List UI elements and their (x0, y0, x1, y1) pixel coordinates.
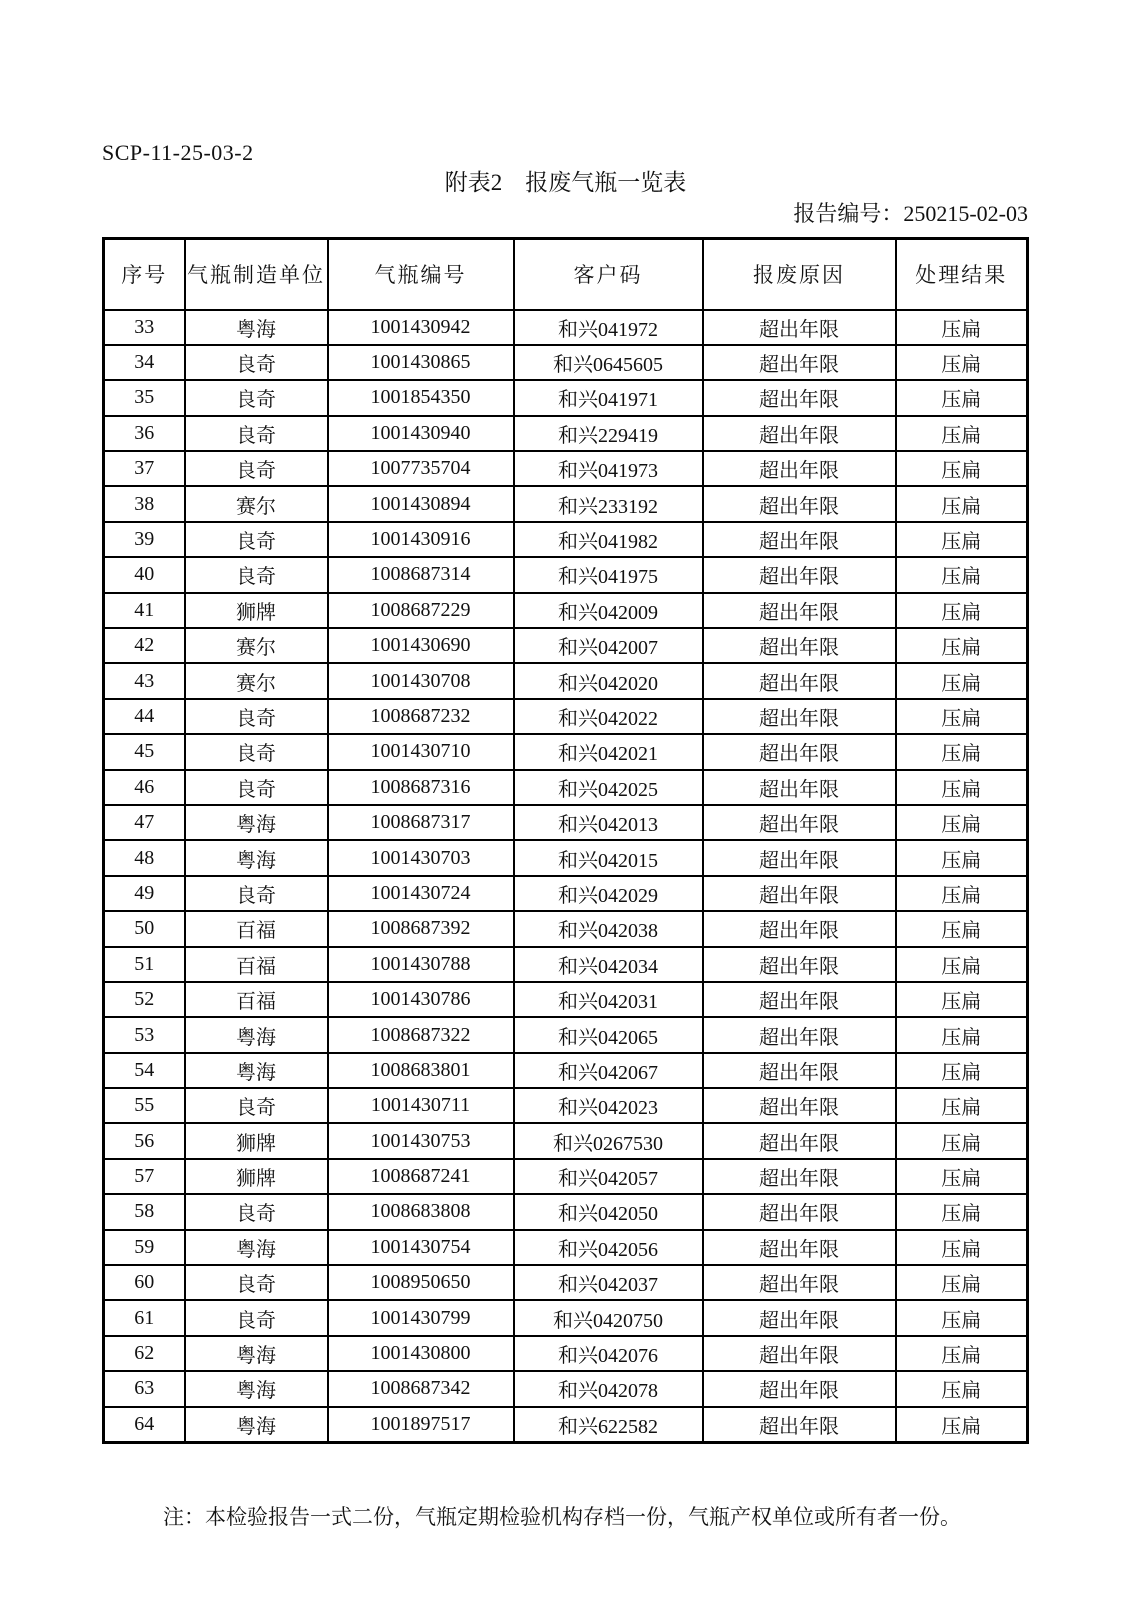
table-cell: 和兴042065 (514, 1017, 703, 1052)
table-cell: 45 (104, 734, 185, 769)
table-cell: 和兴042020 (514, 663, 703, 698)
table-cell: 59 (104, 1230, 185, 1265)
table-cell: 1001430754 (328, 1230, 514, 1265)
table-cell: 46 (104, 770, 185, 805)
table-cell: 压扁 (896, 628, 1028, 663)
table-cell: 狮牌 (185, 1159, 328, 1194)
table-cell: 超出年限 (703, 663, 896, 698)
table-cell: 压扁 (896, 1053, 1028, 1088)
table-cell: 1001430690 (328, 628, 514, 663)
table-cell: 超出年限 (703, 345, 896, 380)
table-cell: 压扁 (896, 805, 1028, 840)
table-cell: 和兴041975 (514, 557, 703, 592)
table-cell: 1001430708 (328, 663, 514, 698)
table-cell: 压扁 (896, 451, 1028, 486)
table-row (104, 451, 1028, 486)
table-row (104, 947, 1028, 982)
table-cell: 和兴042025 (514, 770, 703, 805)
table-cell: 压扁 (896, 593, 1028, 628)
table-cell: 和兴0645605 (514, 345, 703, 380)
table-cell: 超出年限 (703, 1053, 896, 1088)
table-cell: 和兴229419 (514, 416, 703, 451)
table-cell: 超出年限 (703, 1123, 896, 1158)
table-cell: 压扁 (896, 310, 1028, 345)
table-cell: 良奇 (185, 1194, 328, 1229)
table-cell: 44 (104, 699, 185, 734)
table-cell: 1007735704 (328, 451, 514, 486)
table-cell: 1001430916 (328, 522, 514, 557)
table-cell: 赛尔 (185, 486, 328, 521)
table-cell: 1008687229 (328, 593, 514, 628)
table-cell: 粤海 (185, 310, 328, 345)
table-cell: 和兴042031 (514, 982, 703, 1017)
table-cell: 和兴042038 (514, 911, 703, 946)
table-cell: 1001430724 (328, 876, 514, 911)
table-row (104, 486, 1028, 521)
table-cell: 压扁 (896, 699, 1028, 734)
table-cell: 47 (104, 805, 185, 840)
table-cell: 和兴233192 (514, 486, 703, 521)
table-cell: 1008687316 (328, 770, 514, 805)
table-row (104, 557, 1028, 592)
table-cell: 和兴042034 (514, 947, 703, 982)
table-cell: 1008683801 (328, 1053, 514, 1088)
table-cell: 63 (104, 1371, 185, 1406)
report-number-value: 250215-02-03 (903, 201, 1028, 226)
table-cell: 和兴622582 (514, 1407, 703, 1442)
table-cell: 压扁 (896, 1371, 1028, 1406)
table-cell: 和兴042022 (514, 699, 703, 734)
table-cell: 狮牌 (185, 593, 328, 628)
table-cell: 超出年限 (703, 699, 896, 734)
table-header-row (104, 239, 1028, 310)
table-cell: 超出年限 (703, 1265, 896, 1300)
table-cell: 赛尔 (185, 663, 328, 698)
table-cell: 1001854350 (328, 380, 514, 415)
table-cell: 粤海 (185, 1371, 328, 1406)
table-cell: 和兴042056 (514, 1230, 703, 1265)
table-cell: 超出年限 (703, 310, 896, 345)
table-cell: 55 (104, 1088, 185, 1123)
table-cell: 良奇 (185, 380, 328, 415)
table-row (104, 593, 1028, 628)
table-cell: 1001430800 (328, 1336, 514, 1371)
table-row (104, 734, 1028, 769)
table-cell: 粤海 (185, 840, 328, 875)
column-header: 客户码 (514, 239, 703, 310)
table-cell: 百福 (185, 982, 328, 1017)
table-cell: 和兴042023 (514, 1088, 703, 1123)
table-cell: 61 (104, 1300, 185, 1335)
table-cell: 超出年限 (703, 911, 896, 946)
table-cell: 51 (104, 947, 185, 982)
table-row (104, 1088, 1028, 1123)
table-cell: 和兴042076 (514, 1336, 703, 1371)
table-cell: 1001430799 (328, 1300, 514, 1335)
table-row (104, 663, 1028, 698)
table-cell: 和兴042013 (514, 805, 703, 840)
table-cell: 良奇 (185, 451, 328, 486)
table-cell: 41 (104, 593, 185, 628)
table-cell: 压扁 (896, 663, 1028, 698)
table-cell: 粤海 (185, 1017, 328, 1052)
table-cell: 39 (104, 522, 185, 557)
table-cell: 压扁 (896, 734, 1028, 769)
table-cell: 超出年限 (703, 486, 896, 521)
table-cell: 压扁 (896, 1336, 1028, 1371)
table-cell: 1001430894 (328, 486, 514, 521)
table-row (104, 1123, 1028, 1158)
table-cell: 超出年限 (703, 1407, 896, 1442)
table-cell: 1008687241 (328, 1159, 514, 1194)
table-cell: 超出年限 (703, 628, 896, 663)
table-cell: 49 (104, 876, 185, 911)
table-cell: 压扁 (896, 1088, 1028, 1123)
table-cell: 超出年限 (703, 805, 896, 840)
table-cell: 1008687314 (328, 557, 514, 592)
table-cell: 和兴0420750 (514, 1300, 703, 1335)
table-cell: 良奇 (185, 522, 328, 557)
table-cell: 和兴042029 (514, 876, 703, 911)
table-cell: 33 (104, 310, 185, 345)
column-header: 报废原因 (703, 239, 896, 310)
table-cell: 超出年限 (703, 876, 896, 911)
table-row (104, 380, 1028, 415)
table-cell: 压扁 (896, 982, 1028, 1017)
table-cell: 超出年限 (703, 557, 896, 592)
table-cell: 超出年限 (703, 770, 896, 805)
table-row (104, 1336, 1028, 1371)
table-cell: 1001430711 (328, 1088, 514, 1123)
table-row (104, 1371, 1028, 1406)
table-cell: 超出年限 (703, 1336, 896, 1371)
table-cell: 和兴042078 (514, 1371, 703, 1406)
table-cell: 1008687342 (328, 1371, 514, 1406)
table-cell: 压扁 (896, 380, 1028, 415)
table-row (104, 416, 1028, 451)
column-header: 处理结果 (896, 239, 1028, 310)
table-cell: 56 (104, 1123, 185, 1158)
table-cell: 压扁 (896, 345, 1028, 380)
table-cell: 超出年限 (703, 1300, 896, 1335)
table-cell: 良奇 (185, 1265, 328, 1300)
table-cell: 压扁 (896, 840, 1028, 875)
report-number-label: 报告编号： (793, 201, 904, 226)
table-cell: 和兴041971 (514, 380, 703, 415)
table-cell: 压扁 (896, 1194, 1028, 1229)
table-cell: 和兴042067 (514, 1053, 703, 1088)
table-cell: 压扁 (896, 522, 1028, 557)
table-cell: 和兴042007 (514, 628, 703, 663)
table-cell: 粤海 (185, 1336, 328, 1371)
table-cell: 压扁 (896, 947, 1028, 982)
table-cell: 良奇 (185, 557, 328, 592)
table-row (104, 345, 1028, 380)
table-row (104, 805, 1028, 840)
table-cell: 超出年限 (703, 947, 896, 982)
table-cell: 狮牌 (185, 1123, 328, 1158)
table-cell: 和兴042021 (514, 734, 703, 769)
table-row (104, 699, 1028, 734)
table-cell: 1001430786 (328, 982, 514, 1017)
table-cell: 压扁 (896, 557, 1028, 592)
table-cell: 赛尔 (185, 628, 328, 663)
table-cell: 粤海 (185, 1230, 328, 1265)
table-cell: 良奇 (185, 1088, 328, 1123)
table-cell: 良奇 (185, 876, 328, 911)
table-row (104, 1265, 1028, 1300)
table-cell: 压扁 (896, 911, 1028, 946)
table-cell: 1001430942 (328, 310, 514, 345)
table-row (104, 770, 1028, 805)
table-cell: 和兴042009 (514, 593, 703, 628)
table-cell: 1001430753 (328, 1123, 514, 1158)
table-cell: 60 (104, 1265, 185, 1300)
table-cell: 超出年限 (703, 1159, 896, 1194)
table-cell: 和兴042015 (514, 840, 703, 875)
table-cell: 62 (104, 1336, 185, 1371)
table-cell: 压扁 (896, 1017, 1028, 1052)
table-cell: 超出年限 (703, 982, 896, 1017)
table-cell: 1001430703 (328, 840, 514, 875)
table-row (104, 876, 1028, 911)
table-cell: 1008687232 (328, 699, 514, 734)
page-title: 附表2 报废气瓶一览表 (444, 170, 687, 195)
table-cell: 和兴041972 (514, 310, 703, 345)
table-cell: 良奇 (185, 1300, 328, 1335)
table-cell: 粤海 (185, 1407, 328, 1442)
table-cell: 超出年限 (703, 1088, 896, 1123)
table-cell: 50 (104, 911, 185, 946)
table-row (104, 310, 1028, 345)
table-cell: 35 (104, 380, 185, 415)
table-cell: 超出年限 (703, 451, 896, 486)
table-cell: 压扁 (896, 1407, 1028, 1442)
table-cell: 和兴041982 (514, 522, 703, 557)
table-cell: 良奇 (185, 699, 328, 734)
table-cell: 超出年限 (703, 734, 896, 769)
column-header: 气瓶编号 (328, 239, 514, 310)
table-cell: 1001430788 (328, 947, 514, 982)
table-cell: 压扁 (896, 486, 1028, 521)
table-cell: 压扁 (896, 1159, 1028, 1194)
table-cell: 1001430940 (328, 416, 514, 451)
table-row (104, 840, 1028, 875)
table-cell: 1008687392 (328, 911, 514, 946)
table-cell: 1008950650 (328, 1265, 514, 1300)
table-row (104, 1300, 1028, 1335)
table-body (104, 310, 1028, 1443)
table-cell: 1001430865 (328, 345, 514, 380)
table-cell: 53 (104, 1017, 185, 1052)
table-cell: 超出年限 (703, 380, 896, 415)
table-row (104, 1407, 1028, 1442)
table-cell: 58 (104, 1194, 185, 1229)
table-cell: 和兴042037 (514, 1265, 703, 1300)
table-cell: 超出年限 (703, 840, 896, 875)
table-cell: 40 (104, 557, 185, 592)
table-cell: 百福 (185, 911, 328, 946)
table-cell: 超出年限 (703, 1194, 896, 1229)
table-cell: 64 (104, 1407, 185, 1442)
table-row (104, 1159, 1028, 1194)
table-cell: 超出年限 (703, 416, 896, 451)
table-cell: 良奇 (185, 770, 328, 805)
table-cell: 压扁 (896, 1123, 1028, 1158)
table-cell: 超出年限 (703, 1230, 896, 1265)
table-cell: 1001897517 (328, 1407, 514, 1442)
scrap-cylinder-table (102, 237, 1029, 1444)
report-number-line (793, 197, 1028, 228)
table-cell: 1008687317 (328, 805, 514, 840)
table-row (104, 522, 1028, 557)
table-cell: 压扁 (896, 1265, 1028, 1300)
table-cell: 良奇 (185, 734, 328, 769)
doc-code: SCP-11-25-03-2 (102, 140, 254, 165)
footnote: 注：本检验报告一式二份，气瓶定期检验机构存档一份，气瓶产权单位或所有者一份。 (163, 1505, 961, 1529)
table-cell: 粤海 (185, 805, 328, 840)
table-cell: 48 (104, 840, 185, 875)
table-cell: 1008683808 (328, 1194, 514, 1229)
table-cell: 和兴041973 (514, 451, 703, 486)
table-cell: 压扁 (896, 876, 1028, 911)
table-cell: 和兴0267530 (514, 1123, 703, 1158)
table-row (104, 1017, 1028, 1052)
table-cell: 超出年限 (703, 1371, 896, 1406)
table-cell: 粤海 (185, 1053, 328, 1088)
table-cell: 34 (104, 345, 185, 380)
table-cell: 百福 (185, 947, 328, 982)
table-row (104, 1230, 1028, 1265)
table-cell: 压扁 (896, 1230, 1028, 1265)
table-row (104, 628, 1028, 663)
table-cell: 57 (104, 1159, 185, 1194)
table-cell: 压扁 (896, 416, 1028, 451)
table-cell: 36 (104, 416, 185, 451)
table-cell: 良奇 (185, 345, 328, 380)
table-cell: 压扁 (896, 770, 1028, 805)
table-cell: 52 (104, 982, 185, 1017)
table-cell: 压扁 (896, 1300, 1028, 1335)
table-row (104, 1194, 1028, 1229)
table-cell: 超出年限 (703, 522, 896, 557)
table-cell: 超出年限 (703, 593, 896, 628)
table-row (104, 982, 1028, 1017)
table-row (104, 911, 1028, 946)
table-cell: 和兴042057 (514, 1159, 703, 1194)
table-cell: 超出年限 (703, 1017, 896, 1052)
table-cell: 37 (104, 451, 185, 486)
column-header: 气瓶制造单位 (185, 239, 328, 310)
table-cell: 38 (104, 486, 185, 521)
table-cell: 和兴042050 (514, 1194, 703, 1229)
table-cell: 43 (104, 663, 185, 698)
column-header: 序号 (104, 239, 185, 310)
table-row (104, 1053, 1028, 1088)
table-cell: 1001430710 (328, 734, 514, 769)
table-cell: 54 (104, 1053, 185, 1088)
table-cell: 良奇 (185, 416, 328, 451)
table-cell: 42 (104, 628, 185, 663)
table-cell: 1008687322 (328, 1017, 514, 1052)
